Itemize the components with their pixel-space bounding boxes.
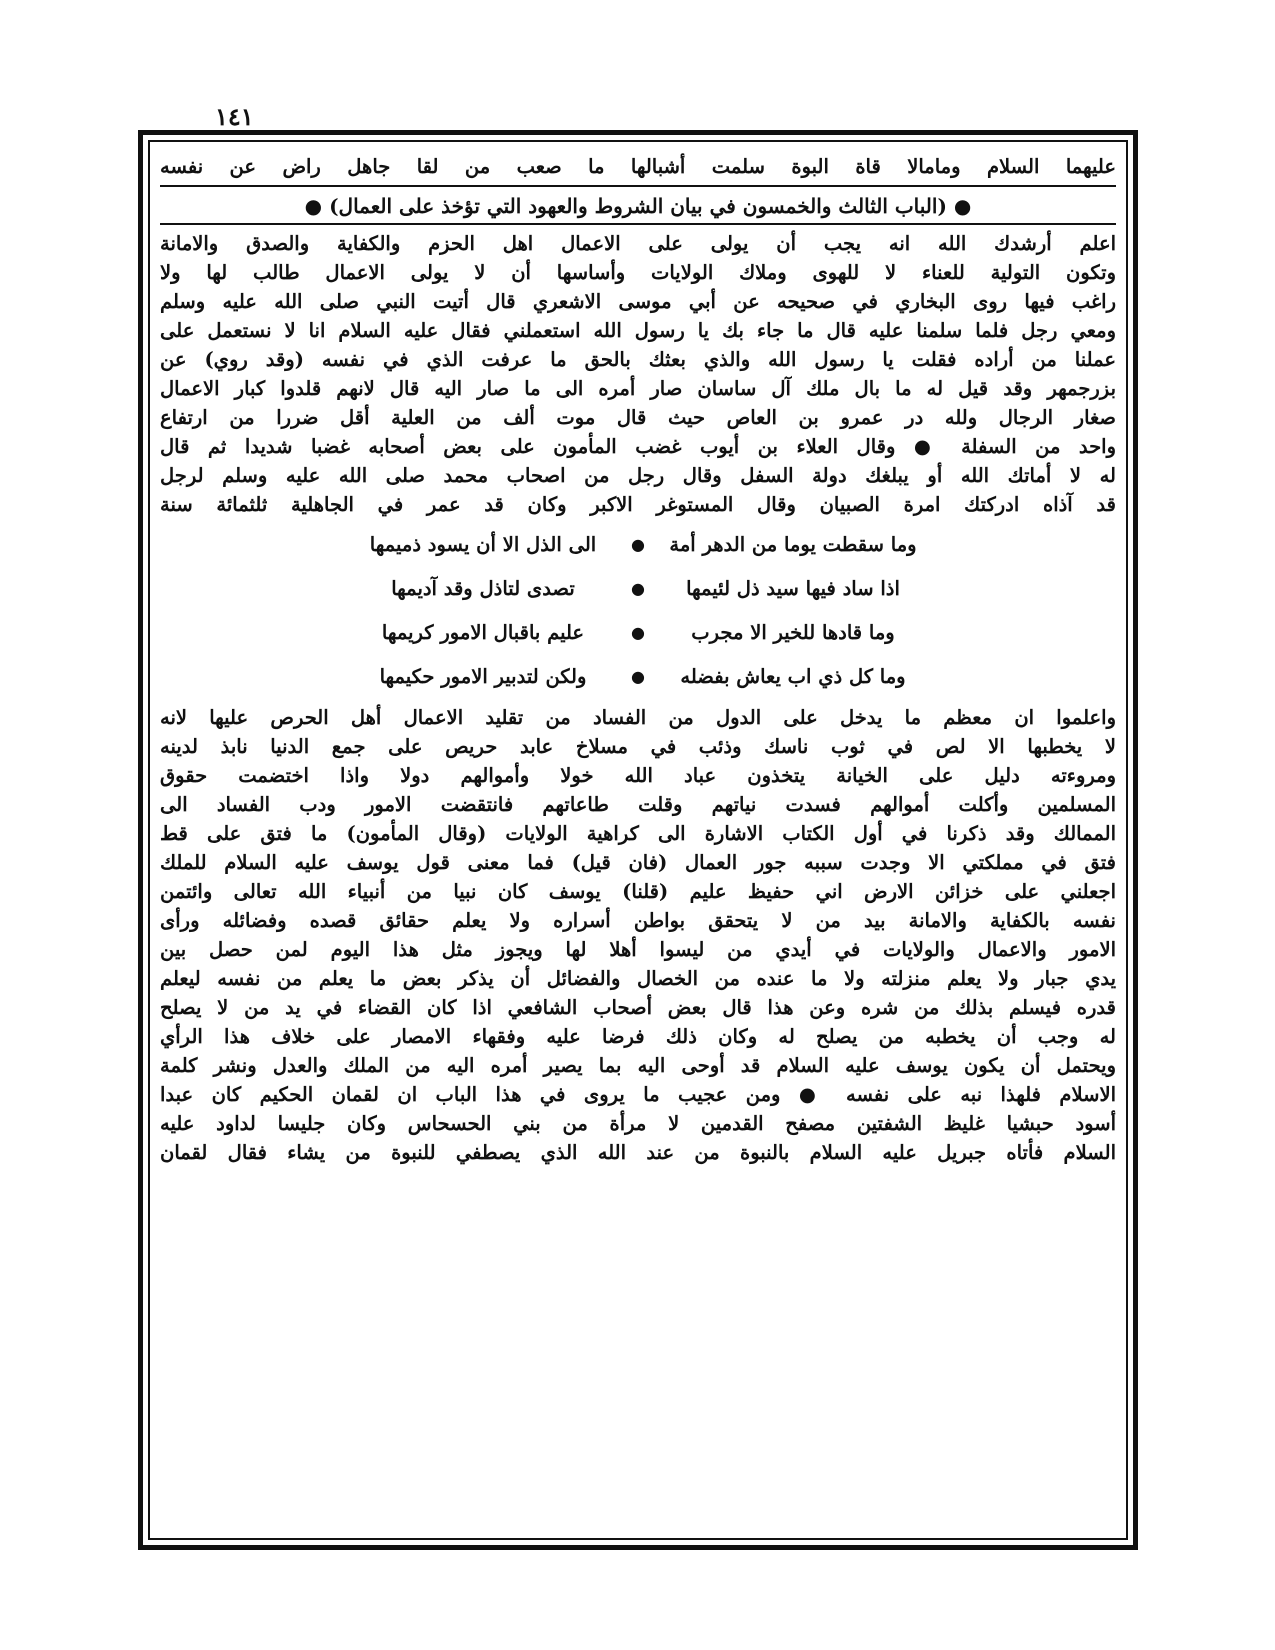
page-body (160, 152, 1116, 1527)
chapter-heading: ● (الباب الثالث والخمسون في بيان الشروط والعهود التي تؤخذ على العمال) ● (160, 189, 1116, 225)
text-line: لا يخطبها الا لص في ثوب ناسك وذئب في مسلاخ عابد حريص على جمع الدنيا نابذ لدينه (160, 735, 1116, 758)
hemistich-first: وما سقطت يوما من الدهر أمة (669, 533, 917, 556)
poem (160, 523, 1116, 699)
text-line: المسلمين وأكلت أموالهم فسدت نياتهم وقلت طاعاتهم فانتقضت الامور ودب الفساد الى (160, 793, 1116, 816)
text-line: ومعي رجل فلما سلمنا عليه قال ما جاء بك يا رسول الله استعملني فقال عليه السلام انا لا نستعمل على (160, 319, 1116, 342)
text-line: السلام فأتاه جبريل عليه السلام بالنبوة من عند الله الذي يصطفي للنبوة من يشاء فقال لقمان (160, 1141, 1116, 1164)
text-line: أسود حبشيا غليظ الشفتين مصفح القدمين لا مرأة من بني الحسحاس وكان جليسا لداود عليه (160, 1112, 1116, 1135)
poem-verse (160, 655, 1116, 699)
hemistich-first: اذا ساد فيها سيد ذل لئيمها (686, 577, 900, 600)
hemistich-second: عليم باقبال الامور كريمها (381, 621, 585, 644)
text-line: واعلموا ان معظم ما يدخل على الدول من الفساد من تقليد الاعمال أهل الحرص عليها لانه (160, 706, 1116, 729)
text-line: وتكون التولية للعناء لا للهوى وملاك الولايات وأساسها أن لا يولى الاعمال طالب لها ولا (160, 261, 1116, 284)
text-line: الاسلام فلهذا نبه على نفسه ● ومن عجيب ما يروى في هذا الباب ان لقمان الحكيم كان عبدا (160, 1083, 1116, 1106)
paragraph-2 (160, 703, 1116, 1167)
paragraph-1 (160, 229, 1116, 519)
hemistich-first: وما كل ذي اب يعاش بفضله (680, 665, 906, 688)
text-line: ويحتمل أن يكون يوسف عليه السلام قد أوحى اليه بما يصير أمره اليه من الملك والعدل ونشر كلمة (160, 1054, 1116, 1077)
text-line: صغار الرجال ولله در عمرو بن العاص حيث قال موت ألف من العلية أقل ضررا من ارتفاع (160, 406, 1116, 429)
text-line: له وجب أن يخطبه من يصلح له وكان ذلك فرضا عليه وفقهاء الامصار على خلاف هذا الرأي (160, 1025, 1116, 1048)
text-line: بزرجمهر وقد قيل له ما بال ملك آل ساسان صار أمره الى ما صار اليه قال لانهم قلدوا كبار الاعمال (160, 377, 1116, 400)
text-line: له لا أماتك الله أو يبلغك دولة السفل وقال رجل من اصحاب محمد صلى الله عليه وسلم لرجل (160, 464, 1116, 487)
text-line: اعلم أرشدك الله انه يجب أن يولى على الاعمال اهل الحزم والكفاية والصدق والامانة (160, 232, 1116, 255)
text-line: راغب فيها روى البخاري في صحيحه عن أبي موسى الاشعري قال أتيت النبي صلى الله عليه وسلم (160, 290, 1116, 313)
text-line: قد آذاه ادركتك امرة الصبيان وقال المستوغر الاكبر وكان قد عمر في الجاهلية ثلثمائة سنة (160, 493, 1116, 516)
text-line: اجعلني على خزائن الارض اني حفيظ عليم (قلنا) يوسف كان نبيا من أنبياء الله تعالى وائتمن (160, 880, 1116, 903)
text-line: يدي جبار ولا يعلم منزلته ولا ما عنده من الخصال والفضائل أن يذكر بعض ما يعلم من نفسه ليعلم (160, 967, 1116, 990)
text-line: فتق في مملكتي الا وجدت سببه جور العمال (فان قيل) فما معنى قول يوسف عليه السلام للملك (160, 851, 1116, 874)
opening-line: عليهما السلام ومامالا قاة البوة سلمت أشبالها ما صعب من لقا جاهل راض عن نفسه (160, 155, 1116, 178)
verse-separator: ● (631, 667, 645, 686)
text-line: الامور والاعمال والولايات في أيدي من ليسوا أهلا لها ويجوز مثل هذا اليوم لمن حصل بين (160, 938, 1116, 961)
text-line: ومروءته دليل على الخيانة يتخذون عباد الله خولا وأموالهم دولا واذا اختضمت حقوق (160, 764, 1116, 787)
poem-verse (160, 523, 1116, 567)
verse-separator: ● (631, 623, 645, 642)
text-line: عملنا من أراده فقلت يا رسول الله والذي بعثك بالحق ما عرفت الذي في نفسه (وقد روي) عن (160, 348, 1116, 371)
hemistich-first: وما قادها للخير الا مجرب (691, 621, 895, 644)
verse-separator: ● (631, 535, 645, 554)
text-line: نفسه بالكفاية والامانة بيد من لا يتحقق بواطن أسراره ولا يعلم حقائق قصده وفضائله ورأى (160, 909, 1116, 932)
heading-top-rule (160, 185, 1116, 187)
poem-verse (160, 611, 1116, 655)
hemistich-second: ولكن لتدبير الامور حكيمها (379, 665, 587, 688)
text-line: الممالك وقد ذكرنا في أول الكتاب الاشارة الى كراهية الولايات (وقال المأمون) ما فتق على قط (160, 822, 1116, 845)
poem-verse (160, 567, 1116, 611)
text-line: قدره فيسلم بذلك من شره وعن هذا قال بعض أصحاب الشافعي اذا كان القضاء في يد من لا يصلح (160, 996, 1116, 1019)
hemistich-second: الى الذل الا أن يسود ذميمها (369, 533, 597, 556)
verse-separator: ● (631, 579, 645, 598)
hemistich-second: تصدى لتاذل وقد آديمها (391, 577, 575, 600)
page-number: ١٤١ (215, 102, 254, 131)
text-line: واحد من السفلة ● وقال العلاء بن أيوب غضب المأمون على بعض أصحابه غضبا شديدا ثم قال (160, 435, 1116, 458)
